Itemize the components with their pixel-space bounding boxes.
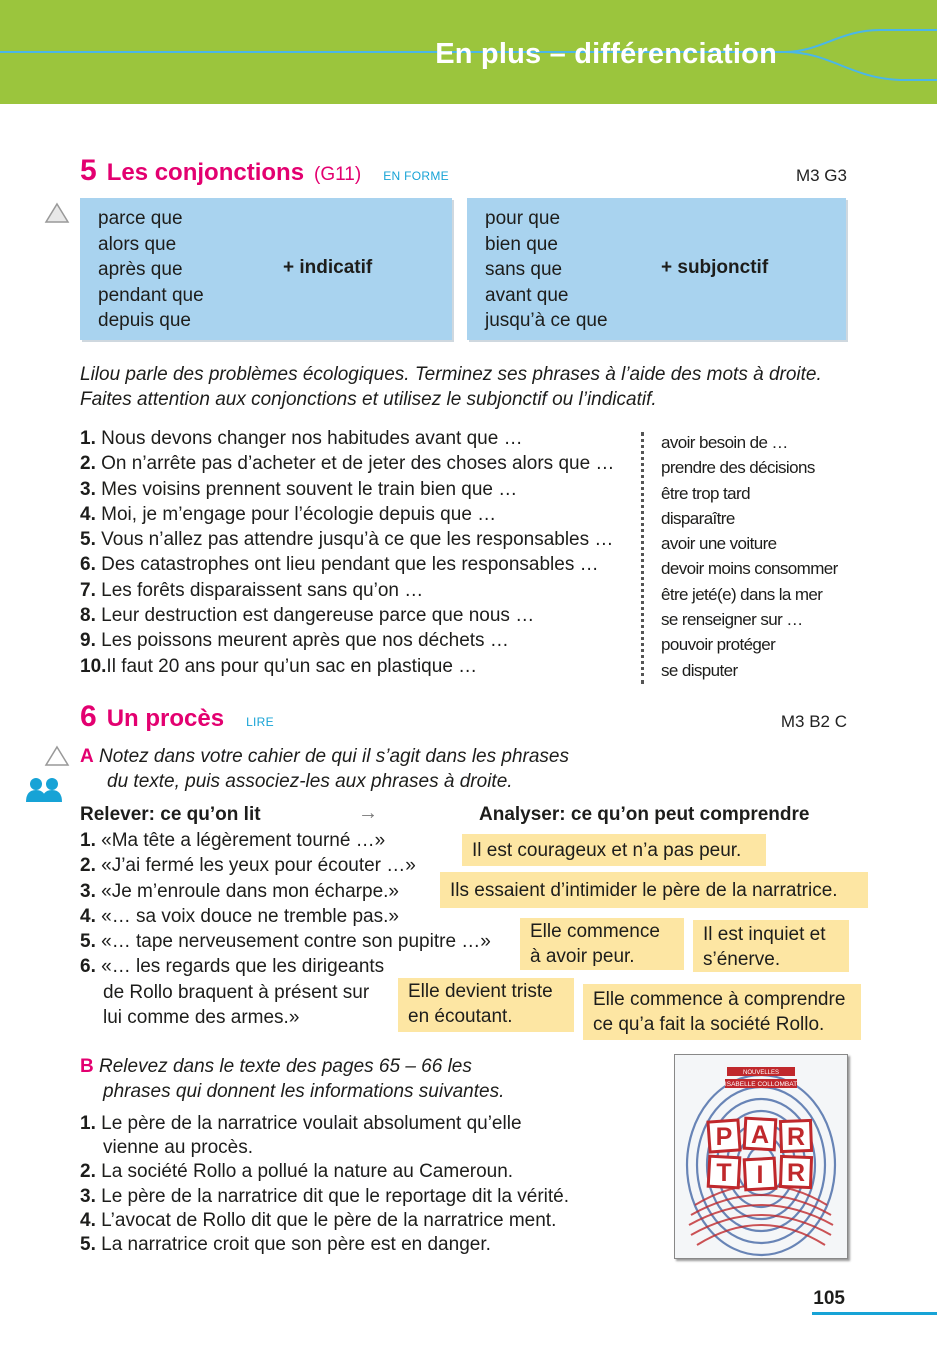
book-cover-image bbox=[674, 1054, 848, 1259]
page-number-bar bbox=[812, 1312, 937, 1315]
word-bank-item: se disputer bbox=[661, 660, 738, 680]
conjunction: sans que bbox=[485, 259, 563, 280]
word-bank-item: être trop tard bbox=[661, 483, 750, 503]
item-text: Les forêts disparaissent sans qu’on … bbox=[101, 579, 424, 601]
subjonctif-box bbox=[467, 198, 846, 340]
item-number: 4. bbox=[80, 503, 96, 525]
item-text: «… sa voix douce ne tremble pas.» bbox=[101, 905, 399, 927]
cover-letter: T bbox=[716, 1159, 732, 1187]
list-item bbox=[80, 954, 491, 979]
level-code: M3 B2 C bbox=[780, 712, 847, 731]
list-item bbox=[80, 527, 614, 552]
section-title: Les conjonctions bbox=[106, 159, 305, 186]
item-number: 4. bbox=[80, 905, 96, 927]
word-bank-item: être jeté(e) dans la mer bbox=[661, 584, 823, 604]
page-number: 105 bbox=[813, 1288, 845, 1309]
item-text: «Ma tête a légèrement tourné …» bbox=[101, 830, 386, 851]
item-text: La narratrice croit que son père est en danger. bbox=[101, 1234, 491, 1256]
card-text: Elle commence bbox=[530, 921, 660, 942]
list-item bbox=[80, 879, 491, 904]
card-text: Elle devient triste bbox=[408, 981, 553, 1002]
card-text: Il est inquiet et bbox=[703, 924, 826, 945]
item-number: 5. bbox=[80, 529, 96, 551]
grammar-ref: (G11) bbox=[314, 164, 362, 185]
item-text-continued: lui comme des armes.» bbox=[103, 1007, 300, 1029]
card-text: Elle commence à comprendre bbox=[593, 989, 846, 1010]
word-bank-item: prendre des décisions bbox=[661, 458, 815, 478]
instruction-line: Notez dans votre cahier de qui il s’agit dans les phrases bbox=[99, 746, 569, 767]
conjunction: jusqu’à ce que bbox=[485, 310, 608, 331]
item-number: 6. bbox=[80, 956, 96, 978]
word-bank-item: avoir besoin de … bbox=[661, 433, 788, 452]
section-6-heading bbox=[80, 700, 274, 734]
section-tag: LIRE bbox=[246, 715, 274, 729]
difficulty-triangle-icon bbox=[44, 745, 70, 767]
analysis-card bbox=[693, 920, 849, 972]
part-b-instruction bbox=[80, 1054, 504, 1104]
list-item bbox=[80, 929, 491, 954]
list-item bbox=[80, 451, 614, 476]
item-number: 4. bbox=[80, 1209, 96, 1231]
item-number: 3. bbox=[80, 478, 96, 500]
conjunction: après que bbox=[98, 259, 183, 280]
part-letter: A bbox=[80, 746, 94, 767]
information-list bbox=[80, 1112, 569, 1257]
list-item bbox=[80, 628, 614, 653]
conjunction: pour que bbox=[485, 208, 561, 229]
word-bank-item: avoir une voiture bbox=[661, 534, 777, 554]
item-number: 5. bbox=[80, 1234, 96, 1256]
exercise-instruction bbox=[80, 362, 822, 412]
list-item bbox=[80, 1233, 569, 1257]
conjunction: depuis que bbox=[98, 310, 191, 331]
dotted-divider bbox=[641, 432, 644, 684]
item-text-continued: vienne au procès. bbox=[103, 1137, 253, 1159]
instruction-line: Relevez dans le texte des pages 65 – 66 les bbox=[99, 1056, 472, 1077]
list-item bbox=[80, 904, 491, 929]
indicatif-box bbox=[80, 198, 452, 340]
conjunction: parce que bbox=[98, 208, 183, 229]
mood-label: + indicatif bbox=[283, 257, 373, 278]
analysis-card bbox=[462, 834, 766, 866]
cover-author: ISABELLE COLLOMBAT bbox=[724, 1081, 798, 1088]
analyser-label: Analyser: ce qu’on peut comprendre bbox=[479, 804, 810, 825]
item-number: 1. bbox=[80, 830, 96, 851]
part-letter: B bbox=[80, 1056, 94, 1077]
cover-letter: R bbox=[786, 1123, 806, 1151]
word-bank bbox=[661, 430, 838, 683]
item-text: Le père de la narratrice dit que le reportage dit la vérité. bbox=[101, 1185, 570, 1207]
indicatif-conjunctions bbox=[98, 206, 204, 334]
instruction-line: du texte, puis associez-les aux phrases à droite. bbox=[107, 771, 513, 792]
relever-label: Relever: ce qu’on lit bbox=[80, 804, 261, 825]
header-banner bbox=[0, 0, 937, 104]
item-text: Leur destruction est dangereuse parce que nous … bbox=[101, 605, 535, 627]
card-text: ce qu’a fait la société Rollo. bbox=[593, 1014, 825, 1035]
item-text: Il faut 20 ans pour qu’un sac en plastique … bbox=[106, 655, 478, 677]
list-item bbox=[80, 578, 614, 603]
analysis-card bbox=[440, 872, 868, 908]
analysis-card bbox=[520, 918, 684, 970]
item-number: 6. bbox=[80, 554, 96, 576]
part-a-instruction bbox=[80, 744, 569, 794]
mood-label: + subjonctif bbox=[661, 257, 769, 278]
item-text: «… les regards que les dirigeants bbox=[101, 956, 385, 978]
cover-letter: I bbox=[756, 1161, 764, 1189]
word-bank-item: pouvoir protéger bbox=[661, 635, 776, 655]
item-number: 10. bbox=[80, 655, 107, 677]
item-text: Nous devons changer nos habitudes avant que … bbox=[101, 428, 523, 449]
item-number: 5. bbox=[80, 931, 96, 953]
conjunction: avant que bbox=[485, 284, 569, 306]
item-text: Moi, je m’engage pour l’écologie depuis que … bbox=[101, 503, 497, 525]
conjunction: alors que bbox=[98, 233, 177, 255]
item-text: Vous n’allez pas attendre jusqu’à ce que les responsables … bbox=[101, 529, 614, 551]
item-text: «Je m’enroule dans mon écharpe.» bbox=[101, 880, 399, 902]
item-text-continued: de Rollo braquent à présent sur bbox=[103, 981, 370, 1003]
item-text: On n’arrête pas d’acheter et de jeter des choses alors que … bbox=[101, 453, 615, 475]
item-number: 3. bbox=[80, 880, 96, 902]
pair-work-icon bbox=[24, 776, 66, 804]
banner-title: En plus – différenciation bbox=[435, 38, 777, 70]
item-number: 9. bbox=[80, 630, 96, 652]
item-text: «… tape nerveusement contre son pupitre …» bbox=[101, 931, 491, 953]
item-number: 3. bbox=[80, 1185, 96, 1207]
cover-letter: R bbox=[786, 1159, 806, 1187]
section-number: 6 bbox=[80, 700, 97, 733]
section-number: 5 bbox=[80, 154, 97, 187]
cover-letter: P bbox=[715, 1123, 733, 1151]
cover-letter: A bbox=[750, 1121, 770, 1149]
item-number: 2. bbox=[80, 453, 96, 475]
fingerprint-cover-art bbox=[675, 1055, 847, 1258]
arrow-icon: → bbox=[358, 802, 378, 824]
item-number: 2. bbox=[80, 855, 96, 877]
instruction-line: phrases qui donnent les informations suivantes. bbox=[103, 1081, 505, 1102]
card-text: Ils essaient d’intimider le père de la narratrice. bbox=[450, 880, 838, 901]
item-text: L’avocat de Rollo dit que le père de la narratrice ment. bbox=[101, 1209, 557, 1231]
card-text: Il est courageux et n’a pas peur. bbox=[472, 840, 742, 861]
card-text: à avoir peur. bbox=[530, 946, 635, 967]
word-bank-item: devoir moins consommer bbox=[661, 559, 838, 579]
difficulty-triangle-icon bbox=[44, 202, 70, 224]
item-text: Des catastrophes ont lieu pendant que les responsables … bbox=[101, 554, 599, 576]
item-text: «J’ai fermé les yeux pour écouter …» bbox=[101, 855, 416, 877]
section-tag: EN FORME bbox=[383, 169, 449, 183]
list-item bbox=[80, 1160, 569, 1184]
list-item bbox=[80, 552, 614, 577]
analysis-card bbox=[583, 984, 861, 1040]
item-text: La société Rollo a pollué la nature au Cameroun. bbox=[101, 1161, 514, 1183]
item-number: 1. bbox=[80, 428, 96, 449]
conjunction: pendant que bbox=[98, 284, 204, 306]
word-bank-item: disparaître bbox=[661, 508, 735, 528]
item-number: 7. bbox=[80, 579, 96, 601]
list-item bbox=[80, 1112, 569, 1136]
list-item bbox=[80, 1209, 569, 1233]
list-item bbox=[80, 1185, 569, 1209]
item-text: Les poissons meurent après que nos déchets … bbox=[101, 630, 509, 652]
analysis-card bbox=[398, 978, 574, 1032]
item-text: Le père de la narratrice voulait absolument qu’elle bbox=[101, 1113, 522, 1134]
list-item bbox=[80, 477, 614, 502]
instruction-line: Faites attention aux conjonctions et utilisez le subjonctif ou l’indicatif. bbox=[80, 389, 657, 410]
card-text: s’énerve. bbox=[703, 949, 781, 970]
list-item bbox=[80, 426, 614, 451]
item-number: 1. bbox=[80, 1113, 96, 1134]
list-item bbox=[80, 502, 614, 527]
section-5-heading bbox=[80, 154, 449, 188]
list-item bbox=[80, 654, 614, 679]
conjunction: bien que bbox=[485, 233, 558, 255]
list-item bbox=[80, 853, 491, 878]
sentence-list bbox=[80, 426, 614, 679]
cover-series: NOUVELLES bbox=[742, 1070, 780, 1076]
card-text: en écoutant. bbox=[408, 1006, 513, 1027]
item-number: 2. bbox=[80, 1161, 96, 1183]
level-code: M3 G3 bbox=[795, 166, 847, 185]
list-item bbox=[80, 828, 491, 853]
item-number: 8. bbox=[80, 605, 96, 627]
word-bank-item: se renseigner sur … bbox=[661, 610, 803, 630]
subjonctif-conjunctions bbox=[485, 206, 608, 334]
section-title: Un procès bbox=[106, 705, 225, 732]
list-item bbox=[80, 603, 614, 628]
item-text: Mes voisins prennent souvent le train bien que … bbox=[101, 478, 518, 500]
instruction-line: Lilou parle des problèmes écologiques. Terminez ses phrases à l’aide des mots à droite. bbox=[80, 364, 822, 385]
